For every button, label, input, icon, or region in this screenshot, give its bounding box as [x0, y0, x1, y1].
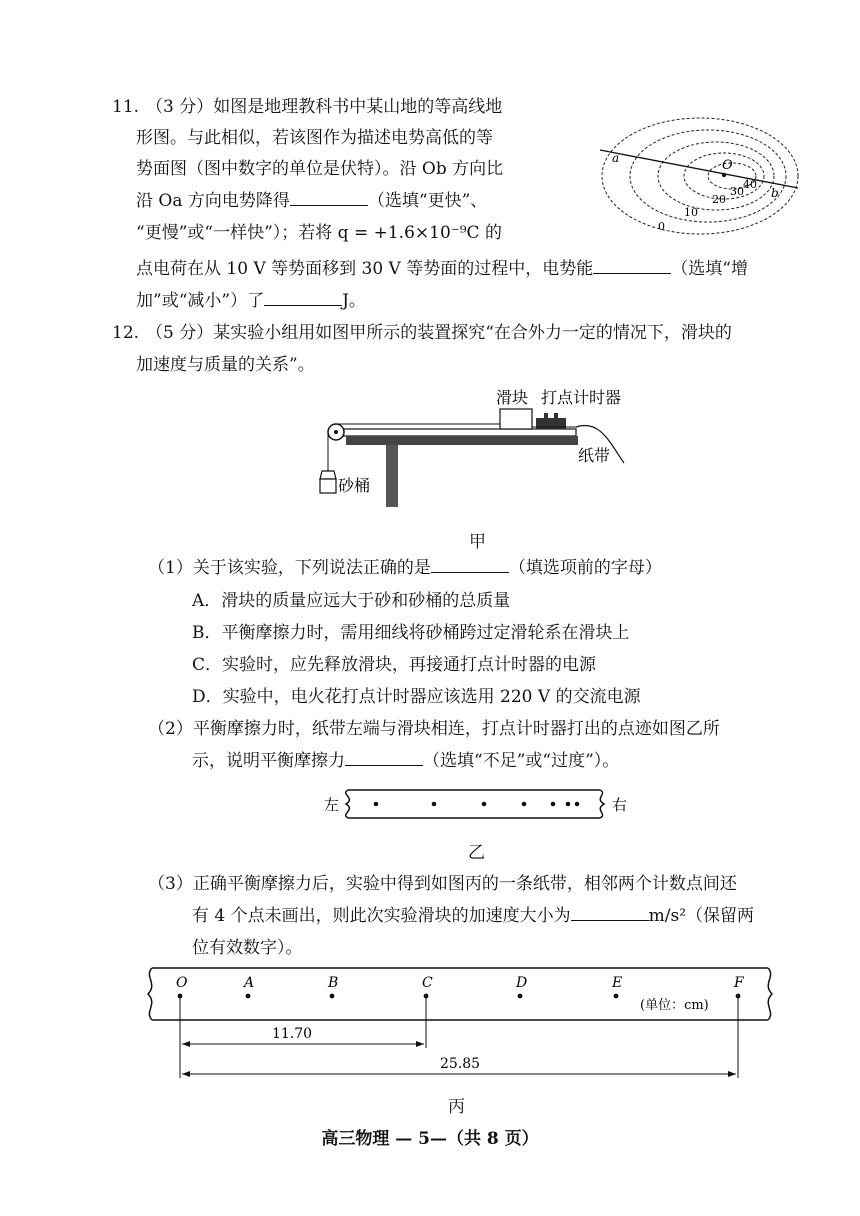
label-b: b: [771, 186, 779, 200]
sub1-line: [148, 555, 662, 581]
tape-yi-dot: [482, 802, 487, 807]
tape-yi-dot: [522, 802, 527, 807]
q11-line-4a: 沿 Oa 方向电势降得: [136, 191, 290, 211]
label-left: 左: [324, 796, 340, 814]
option-b: B．平衡摩擦力时，需用细线将砂桶跨过定滑轮系在滑块上: [192, 623, 630, 643]
sub3-text-2a: 有 4 个点未画出，则此次实验滑块的加速度大小为: [192, 906, 571, 926]
sub1-blank[interactable]: [431, 556, 509, 573]
q11-line-7: [136, 288, 366, 314]
sub1-text-b: （填选项前的字母）: [508, 558, 662, 578]
table-leg: [386, 445, 398, 507]
contour-0: [602, 118, 798, 234]
q11-line-6: [136, 256, 748, 282]
timer-terminal-2: [554, 413, 558, 418]
table-top: [346, 436, 578, 445]
q12-number: 12.: [112, 323, 140, 343]
caption-jia: 甲: [469, 532, 486, 552]
point-dot-a: [246, 994, 251, 999]
point-label-e: E: [612, 975, 623, 991]
sub3-blank[interactable]: [571, 904, 649, 921]
label-30: 30: [730, 185, 744, 198]
label-a: a: [612, 151, 620, 165]
label-10: 10: [684, 206, 698, 219]
q11-blank-2[interactable]: [593, 257, 671, 274]
sub2-text-1: 平衡摩擦力时，纸带左端与滑块相连，打点计时器打出的点迹如图乙所: [192, 719, 720, 739]
tape-figure-bing: [140, 962, 780, 1092]
label-20: 20: [712, 193, 726, 206]
sub3-line-3: 位有效数字）。: [192, 938, 303, 958]
tape-yi-left-tear: [346, 790, 350, 818]
q11-line-3: 势面图（图中数字的单位是伏特）。沿 Ob 方向比: [136, 159, 504, 179]
q11-line-2: 形图。与此相似，若该图作为描述电势高低的等: [136, 128, 493, 148]
slider-block: [500, 409, 532, 429]
tape-figure-yi: [318, 784, 638, 824]
unit-label: (单位：cm): [640, 998, 709, 1013]
label-timer: 打点计时器: [541, 388, 622, 407]
point-o: [722, 173, 726, 177]
sub2-blank[interactable]: [345, 749, 423, 766]
label-right: 右: [612, 796, 628, 814]
q11-number: 11.: [112, 97, 140, 117]
q11-line-7b: J。: [342, 291, 366, 311]
q12-line-2: 加速度与质量的关系”。: [136, 355, 315, 375]
bucket: [320, 479, 336, 493]
tape-yi-right-tear: [600, 790, 604, 818]
option-d: D．实验中，电火花打点计时器应该选用 220 V 的交流电源: [192, 687, 641, 707]
tape-bing-right-tear: [768, 968, 772, 1020]
sub1-text-a: 关于该实验，下列说法正确的是: [192, 558, 431, 578]
point-label-c: C: [422, 975, 433, 991]
sub3-text-1: 正确平衡摩擦力后，实验中得到如图丙的一条纸带，相邻两个计数点间还: [192, 874, 737, 894]
tape-yi-dot: [575, 802, 580, 807]
label-0: 0: [658, 220, 665, 233]
tape-yi-dot: [374, 802, 379, 807]
tape-yi-dot: [566, 802, 571, 807]
q11-blank-3[interactable]: [264, 289, 342, 306]
label-bucket: 砂桶: [338, 476, 371, 495]
q11-line-7a: 加”或“减小”）了: [136, 291, 265, 311]
point-label-d: D: [516, 975, 528, 991]
q11-line-1: （3 分）如图是地理教科书中某山地的等高线地: [146, 97, 503, 117]
contour-map-figure: [578, 100, 808, 240]
option-c: C．实验时，应先释放滑块，再接通打点计时器的电源: [192, 655, 597, 675]
sub2-text-2a: 示，说明平衡摩擦力: [192, 751, 345, 771]
sub2-line-2: [192, 748, 619, 774]
point-dot-b: [330, 994, 335, 999]
distance-of: 25.85: [440, 1056, 481, 1072]
q11-line-6b: （选填“增: [671, 259, 748, 279]
timer-terminal: [544, 413, 548, 418]
sub3-number: （3）: [148, 874, 193, 894]
point-dot-d: [518, 994, 523, 999]
point-label-b: B: [328, 975, 339, 991]
point-label-f: F: [734, 975, 744, 991]
tape-yi-dot: [551, 802, 556, 807]
bucket-top: [320, 471, 336, 479]
sub1-number: （1）: [148, 558, 193, 578]
label-40: 40: [743, 178, 757, 191]
point-label-o: O: [176, 975, 188, 991]
q12-line-1: （5 分）某实验小组用如图甲所示的装置探究“在合外力一定的情况下，滑块的: [146, 323, 732, 343]
q11-line-4: [136, 188, 487, 214]
q11-line-6a: 点电荷在从 10 V 等势面移到 30 V 等势面的过程中，电势能: [136, 259, 594, 279]
point-label-a: A: [244, 975, 255, 991]
board: [336, 429, 576, 436]
distance-oc: 11.70: [272, 1026, 313, 1042]
sub2-text-2b: （选填“不足”或“过度”）。: [423, 751, 620, 771]
sub2-line-1: [148, 716, 720, 742]
caption-bing: 丙: [448, 1097, 465, 1117]
q11-line-5: “更慢”或“一样快”）；若将 q = +1.6×10⁻⁹C 的: [136, 223, 502, 243]
sub3-text-2b: m/s²（保留两: [648, 906, 755, 926]
label-tape: 纸带: [578, 446, 611, 465]
sub3-line-1: [148, 871, 737, 897]
label-o: O: [722, 158, 733, 173]
tape-yi-dot: [432, 802, 437, 807]
option-a: A．滑块的质量应远大于砂和砂桶的总质量: [192, 591, 511, 611]
apparatus-figure: [300, 383, 640, 518]
point-dot-e: [614, 994, 619, 999]
caption-yi: 乙: [468, 843, 485, 863]
line-ab: [600, 150, 798, 188]
label-slider: 滑块: [496, 388, 529, 407]
pulley-axle: [334, 430, 338, 434]
contour-10: [630, 130, 786, 222]
q11-line-4b: （选填“更快”、: [367, 191, 488, 211]
sub3-line-2: [192, 903, 754, 929]
tape-bing-left-tear: [148, 968, 152, 1020]
sub2-number: （2）: [148, 719, 193, 739]
q11-blank-1[interactable]: [290, 189, 368, 206]
page-footer: 高三物理 — 5—（共 8 页）: [321, 1129, 539, 1149]
